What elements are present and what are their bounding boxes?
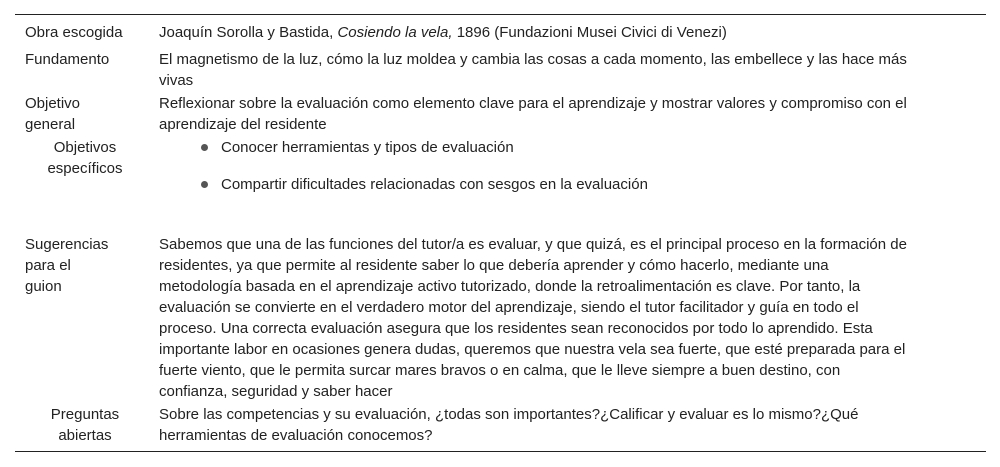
content-line: Sobre las competencias y su evaluación, ¿todas son importantes?¿Calificar y evaluar es lo mismo?¿Qué — [159, 406, 859, 423]
row-content — [159, 234, 979, 402]
row-content — [159, 22, 979, 43]
row-label — [25, 93, 150, 135]
row-content — [159, 93, 979, 135]
label-line: abiertas — [58, 427, 112, 444]
content-line: El magnetismo de la luz, cómo la luz moldea y cambia las cosas a cada momento, las embellece y las hace más — [159, 51, 907, 68]
row-content — [159, 49, 979, 91]
content-line: vivas — [159, 72, 194, 89]
bullet-text: Conocer herramientas y tipos de evaluación — [221, 139, 514, 156]
artwork-title: Cosiendo la vela, — [337, 24, 453, 41]
artwork-details: 1896 (Fundazioni Musei Civici di Venezi) — [452, 24, 727, 41]
row-label — [15, 404, 155, 446]
label-line: Objetivos — [53, 139, 117, 156]
row-label — [15, 137, 155, 179]
content-line: Reflexionar sobre la evaluación como elemento clave para el aprendizaje y mostrar valores y compromiso con el — [159, 95, 907, 112]
row-label: Obra escogida — [25, 24, 123, 41]
content-line: residentes, ya que permite al residente saber lo que debería aprender y cómo hacerlo, mediante una — [159, 257, 829, 274]
content-line: proceso. Una correcta evaluación asegura que los residentes sean reconocidos por todo lo aprendido. Esta — [159, 320, 873, 337]
label-line: general — [25, 116, 76, 133]
content-line: fuerte viento, que le permita surcar mares bravos o en calma, que le lleve siempre a buen destino, con — [159, 362, 841, 379]
content-line: herramientas de evaluación conocemos? — [159, 427, 433, 444]
row-content — [159, 404, 979, 446]
content-line: metodología basada en el aprendizaje activo tutorizado, donde la retroalimentación es clave. Por tanto, la — [159, 278, 861, 295]
content-line: confianza, seguridad y saber hacer — [159, 383, 393, 400]
row-label — [25, 234, 150, 297]
label-line: guion — [25, 278, 62, 295]
content-line: aprendizaje del residente — [159, 116, 327, 133]
label-line: Sugerencias — [25, 236, 109, 253]
bullet-icon — [201, 181, 208, 188]
label-line: para el — [25, 257, 71, 274]
row-label: Fundamento — [25, 51, 110, 68]
content-line: importante labor en ocasiones genera dudas, queremos que nuestra vela sea fuerte, que esté preparada para el — [159, 341, 906, 358]
label-line: Objetivo — [25, 95, 81, 112]
content-line: Sabemos que una de las funciones del tutor/a es evaluar, y que quizá, es el principal proceso en la formación de — [159, 236, 907, 253]
artist-name: Joaquín Sorolla y Bastida, — [159, 24, 338, 41]
bullet-icon — [201, 144, 208, 151]
label-line: específicos — [47, 160, 123, 177]
info-table — [15, 14, 986, 452]
bullet-text: Compartir dificultades relacionadas con sesgos en la evaluación — [221, 176, 648, 193]
label-line: Preguntas — [50, 406, 120, 423]
content-line: evaluación se convierte en el verdadero motor del aprendizaje, siendo el tutor facilitador y guía en todo el — [159, 299, 859, 316]
